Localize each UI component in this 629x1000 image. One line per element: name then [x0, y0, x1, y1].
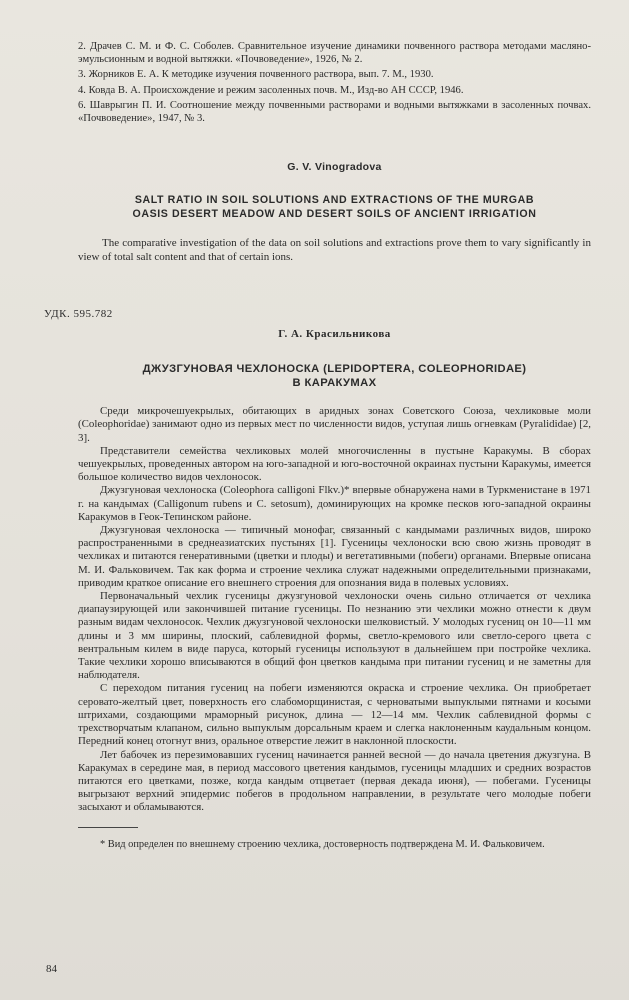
body-paragraph: Джузгуновая чехлоноска — типичный монофаг, связанный с кандымами различных видов, широко распространенными в среднеазиатских пустынях [1]. Гусеницы чехлоноски всю свою жизнь проводят в чехликах и питаются генеративными (цветки и плоды) и вегетативными (побеги) органами. Впервые описана М. И. Фальковичем. Так как форма и строение чехлика служат надежными определительными признаками, приводим краткое описание его внешнего строения для опознания вида в полевых условиях. — [78, 524, 591, 589]
udk-code: УДК. 595.782 — [44, 308, 113, 321]
footnote-divider — [78, 827, 138, 828]
article-title-line: ДЖУЗГУНОВАЯ ЧЕХЛОНОСКА (LEPIDOPTERA, COLEOPHORIDAE) — [142, 363, 527, 376]
body-paragraph: Представители семейства чехликовых молей многочисленны в пустыне Каракумы. В сборах чешуекрылых, проведенных автором на юго-западной и юго-восточной окраинах пустыни Каракумы, имеется большое количество видов чехлоносок. — [78, 444, 591, 484]
body-paragraph: С переходом питания гусениц на побеги изменяются окраска и строение чехлика. Он приобретает серовато-желтый цвет, поверхность его слабоморщинистая, с черноватыми выпуклыми пятнами и косыми штрихами, создающими мраморный рисунок, длина — 12—14 мм. Чехлик саблевидной формы с трехстворчатым клапаном, сильно выпуклым дорсальным краем и слегка наклоненным каудальным концом. Передний конец отогнут вниз, оральное отверстие лежит в наклонной плоскости. — [78, 682, 591, 748]
article-title-line: В КАРАКУМАХ — [292, 377, 377, 390]
article-author: Г. А. Красильникова — [278, 328, 391, 341]
body-paragraph: Среди микрочешуекрылых, обитающих в аридных зонах Советского Союза, чехликовые моли (Coleophoridae) занимают одно из первых мест по численности видов, уступая лишь огневкам (Pyralididae) [2, 3]. — [78, 405, 591, 444]
article — [44, 308, 591, 850]
body-paragraph: Джузгуновая чехлоноска (Coleophora calligoni Flkv.)* впервые обнаружена нами в Туркменистане в 1971 г. на кандымах (Calligonum rubens и C. setosum), доминирующих на кромке песков юго-западной окраины Каракумов в Геок-Тепинском районе. — [78, 484, 591, 523]
reference-item: 4. Ковда В. А. Происхождение и режим засоленных почв. М., Изд-во АН СССР, 1946. — [78, 84, 464, 96]
english-author: G. V. Vinogradova — [287, 161, 382, 174]
page-number: 84 — [46, 963, 57, 975]
reference-item: 3. Жорников Е. А. К методике изучения почвенного раствора, вып. 7. М., 1930. — [78, 69, 434, 81]
english-title — [78, 193, 591, 221]
footnote: * Вид определен по внешнему строению чехлика, достоверность подтверждена М. И. Фальковичем. — [100, 838, 545, 850]
english-summary — [78, 161, 591, 264]
reference-item: 6. Шаврыгин П. И. Соотношение между почвенными растворами и водными вытяжками в засоленных почвах. «Почвоведение», 1947, № 3. — [78, 99, 591, 125]
english-title-line: OASIS DESERT MEADOW AND DESERT SOILS OF ANCIENT IRRIGATION — [132, 208, 537, 221]
article-body — [78, 405, 591, 814]
article-title — [78, 362, 591, 390]
body-paragraph: Первоначальный чехлик гусеницы джузгуновой чехлоноски очень сильно отличается от чехлика диапаузирующей или закончившей питание гусеницы. По незнанию эти чехлики можно отнести к двум разным видам чехлоносок. Чехлик джузгуновой чехлоноски шелковистый. У молодых гусениц он 10—11 мм длины и 3 мм ширины, плоский, саблевидной формы, светло-кремового или светло-серого цвета с вентральным килем в виде паруса, который гусеницы используют в дальнейшем при постройке чехлика. Такие чехлики хорошо вписываются в общий фон цветков кандыма при питании гусениц и не заметны для наблюдателя. — [78, 590, 591, 682]
reference-list — [78, 40, 591, 125]
english-abstract: The comparative investigation of the data on soil solutions and extractions prove them to vary significantly in view of total salt content and that of certain ions. — [78, 237, 591, 263]
reference-item: 2. Драчев С. М. и Ф. С. Соболев. Сравнительное изучение динамики почвенного раствора методами масляно-эмульсионным и водной вытяжки. «Почвоведение», 1926, № 2. — [78, 41, 591, 66]
body-paragraph: Лет бабочек из перезимовавших гусениц начинается ранней весной — до начала цветения джузгуна. В Каракумах в середине мая, в период массового цветения кандымов, гусеницы младших и средних возрастов питаются его цветками, позже, когда кандым отцветает (первая декада июня), — побегами. Гусеницы выгрызают верхний эпидермис побегов в продольном направлении, в результате чего молодые побеги засыхают и обламываются. — [78, 748, 591, 814]
english-title-line: SALT RATIO IN SOIL SOLUTIONS AND EXTRACTIONS OF THE MURGAB — [134, 194, 535, 207]
